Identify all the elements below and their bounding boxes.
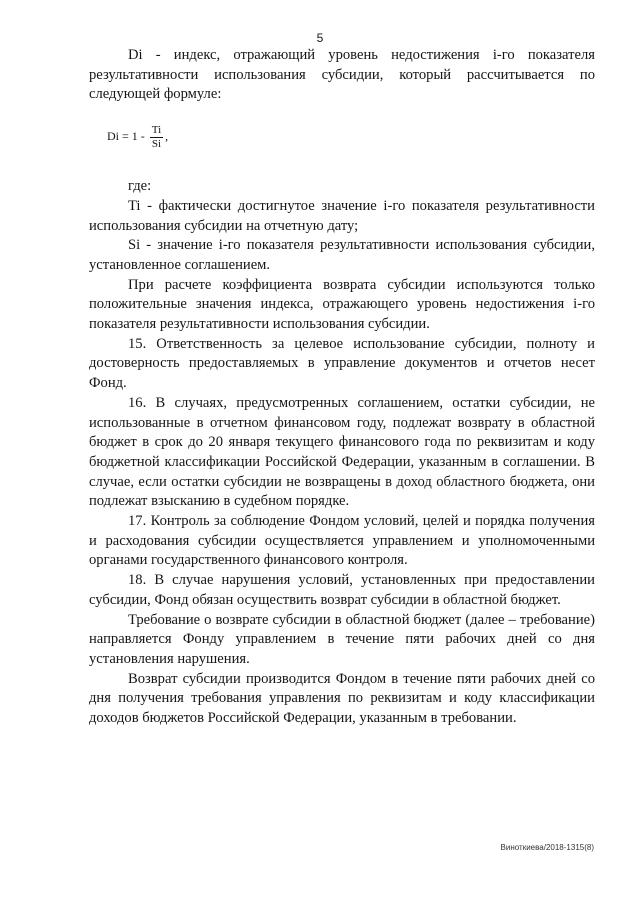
paragraph-ti-definition: Ti - фактически достигнутое значение i-го показателя результативности использования субсидии на отчетную дату; xyxy=(89,197,595,234)
paragraph-item-17: 17. Контроль за соблюдение Фондом условий, целей и порядка получения и расходования субсидии осуществляется управлением и уполномоченными органами государственного финансового контроля. xyxy=(89,513,595,569)
paragraph-requirement: Требование о возврате субсидии в областной бюджет (далее – требование) направляется Фонду управлением в течение пяти рабочих дней со дня установления нарушения. xyxy=(89,611,595,667)
footer-reference: Виноткиева/2018-1315(8) xyxy=(500,843,594,852)
document-body xyxy=(89,46,595,729)
formula-suffix: , xyxy=(165,129,169,144)
formula xyxy=(89,105,595,169)
formula-numerator: Ti xyxy=(151,123,162,136)
paragraph-where: где: xyxy=(128,178,152,195)
page-number: 5 xyxy=(316,31,324,45)
paragraph-di-definition: Di - индекс, отражающий уровень недостижения i-го показателя результативности использования субсидии, который рассчитывается по следующей формуле: xyxy=(89,47,595,103)
paragraph-positive-values: При расчете коэффициента возврата субсидии используются только положительные значения индекса, отражающего уровень недостижения i-го показателя результативности использования субсидии. xyxy=(89,276,595,333)
formula-denominator: Si xyxy=(151,137,162,150)
paragraph-item-15: 15. Ответственность за целевое использование субсидии, полноту и достоверность предоставляемых в управление документов и отчетов несет Фонд. xyxy=(89,335,595,392)
paragraph-refund: Возврат субсидии производится Фондом в течение пяти рабочих дней со дня получения требования управления по реквизитам и коду классификации доходов бюджетов Российской Федерации, указанным в требовании. xyxy=(89,670,595,727)
paragraph-item-16: 16. В случаях, предусмотренных соглашением, остатки субсидии, не использованные в отчетном финансовом году, подлежат возврату в областной бюджет в срок до 20 января текущего финансового года по реквизитам и коду бюджетной классификации Российской Федерации, указанным в соглашении. В случае, если остатки субсидии не возвращены в доход областного бюджета, они подлежат взысканию в судебном порядке. xyxy=(89,394,595,510)
paragraph-item-18: 18. В случае нарушения условий, установленных при предоставлении субсидии, Фонд обязан осуществить возврат субсидии в областной бюджет. xyxy=(89,572,595,608)
formula-fraction xyxy=(150,124,163,151)
formula-lhs: Di = 1 - xyxy=(107,129,145,144)
paragraph-si-definition: Si - значение i-го показателя результативности использования субсидии, установленное соглашением. xyxy=(89,237,595,273)
